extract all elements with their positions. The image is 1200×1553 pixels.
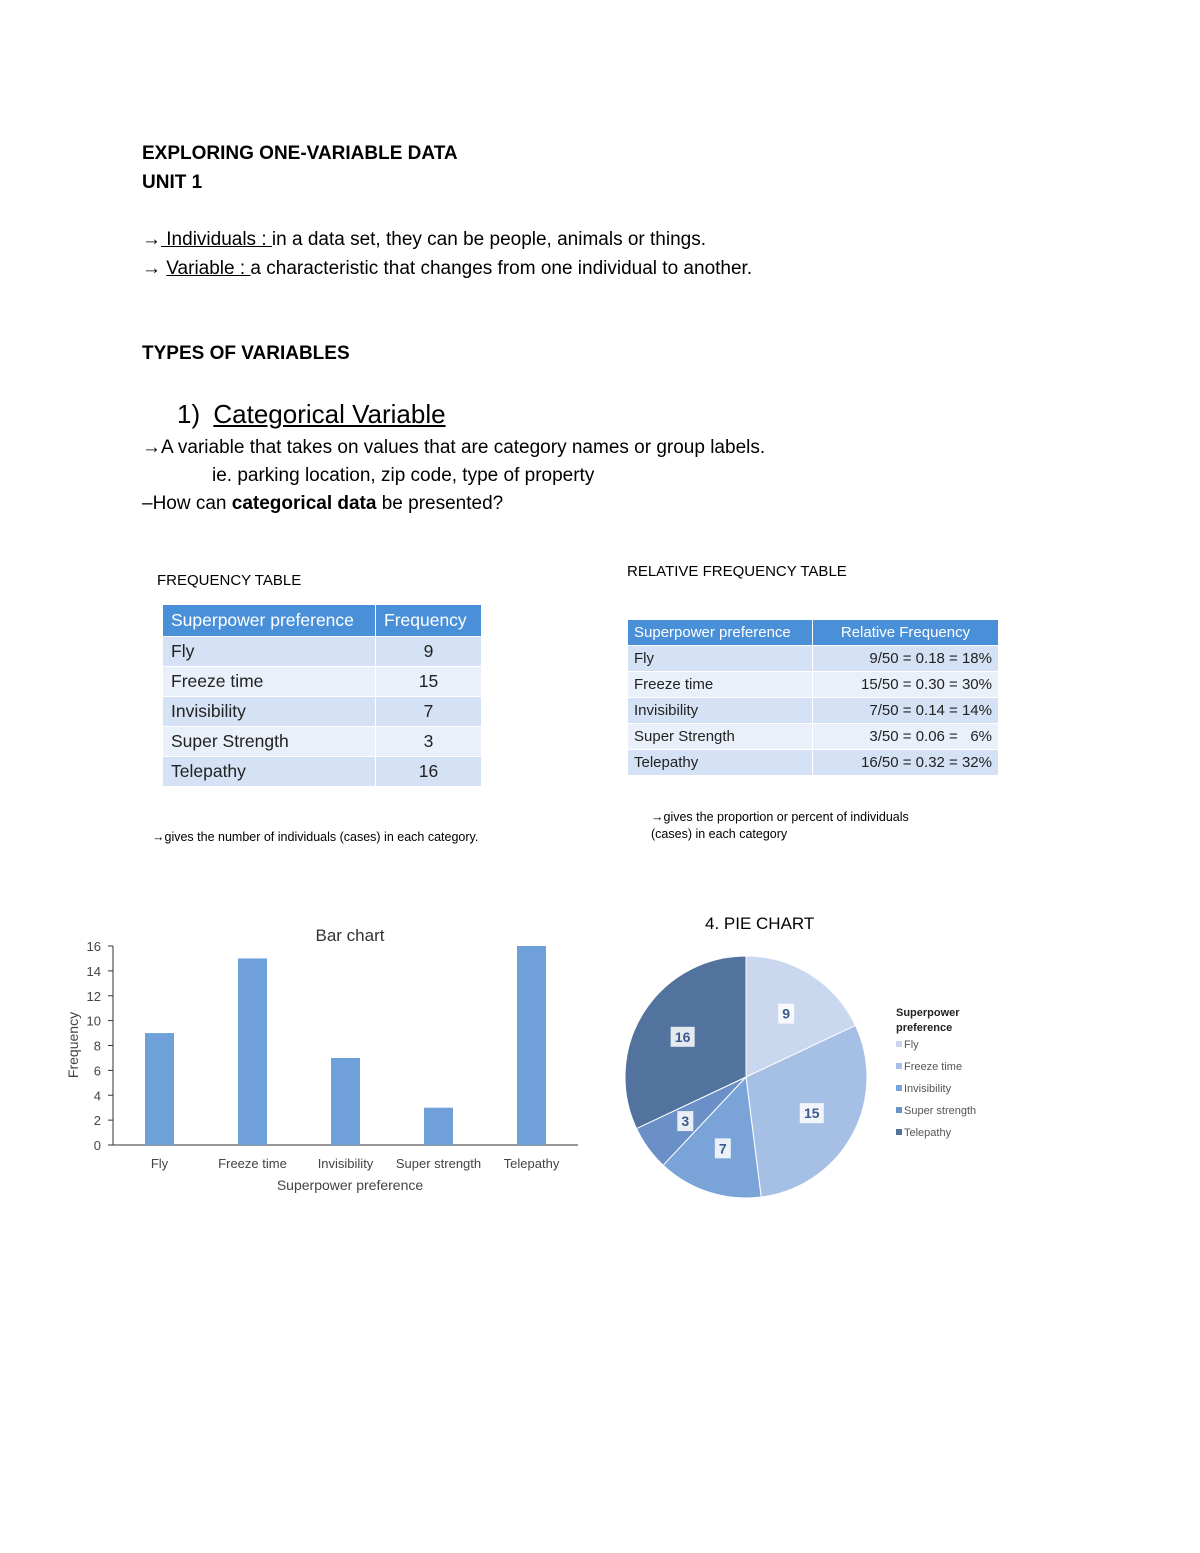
table-row — [163, 667, 482, 697]
x-axis-label: Superpower preference — [276, 1177, 424, 1193]
legend-entry: Invisibility — [904, 1083, 952, 1095]
bar-chart-title: Bar chart — [315, 926, 385, 945]
table-cell: 16 — [376, 757, 482, 787]
table-cell: Telepathy — [628, 750, 813, 776]
table-cell: Invisibility — [163, 697, 376, 727]
legend-swatch — [896, 1129, 902, 1135]
definition-text: in a data set, they can be people, animals or things. — [271, 229, 707, 250]
table-row — [163, 637, 482, 667]
categorical-heading — [177, 399, 446, 430]
legend-swatch — [896, 1085, 902, 1091]
table-row — [163, 727, 482, 757]
frequency-table-note: →gives the number of individuals (cases) in each category. — [152, 830, 479, 844]
document-title: EXPLORING ONE-VARIABLE DATA — [142, 143, 458, 164]
y-tick-label: 8 — [93, 1038, 101, 1054]
legend-title: Superpower — [896, 1007, 960, 1019]
question-prefix: –How can — [142, 493, 232, 514]
types-heading: TYPES OF VARIABLES — [142, 343, 350, 364]
column-header: Superpower preference — [163, 605, 376, 637]
y-tick-label: 16 — [86, 939, 101, 954]
relative-table-note-2: (cases) in each category — [651, 827, 788, 841]
table-cell: 9 — [376, 637, 482, 667]
bar-chart-bars — [145, 946, 546, 1145]
pie-value-label: 16 — [674, 1028, 691, 1045]
categorical-definition: →A variable that takes on values that are category names or group labels. — [142, 437, 766, 458]
table-row — [628, 724, 999, 750]
bar-chart — [55, 915, 590, 1200]
frequency-table-caption: FREQUENCY TABLE — [157, 572, 302, 589]
relative-table-caption: RELATIVE FREQUENCY TABLE — [627, 563, 847, 580]
legend-entry: Fly — [904, 1039, 919, 1051]
legend-swatch — [896, 1107, 902, 1113]
arrow: → — [142, 258, 167, 279]
column-header: Relative Frequency — [813, 620, 999, 646]
definition-variable — [142, 258, 752, 280]
y-tick-label: 0 — [93, 1138, 101, 1153]
relative-frequency-table — [627, 619, 999, 776]
table-cell: 15 — [376, 667, 482, 697]
y-tick-label: 12 — [86, 988, 101, 1004]
bar — [238, 958, 267, 1145]
y-tick-label: 14 — [86, 963, 101, 979]
pie-chart-legend — [896, 1007, 976, 1139]
table-cell: 7/50 = 0.14 = 14% — [813, 698, 999, 724]
term-individuals: Individuals : — [161, 229, 272, 250]
list-number: 1) — [177, 399, 201, 429]
categorical-question — [142, 493, 503, 515]
table-cell: Invisibility — [628, 698, 813, 724]
table-header-row — [628, 620, 999, 646]
definition-individuals — [142, 229, 706, 251]
table-cell: Super Strength — [163, 727, 376, 757]
column-header: Superpower preference — [628, 620, 813, 646]
table-cell: 3/50 = 0.06 = 6% — [813, 724, 999, 750]
table-row — [628, 646, 999, 672]
pie-chart-slices — [625, 956, 867, 1198]
column-header: Frequency — [376, 605, 482, 637]
pie-value-label: 3 — [681, 1113, 690, 1130]
frequency-table — [162, 604, 482, 787]
x-tick-label: Super strength — [395, 1156, 482, 1171]
table-cell: Fly — [628, 646, 813, 672]
table-cell: 3 — [376, 727, 482, 757]
bar — [145, 1033, 174, 1145]
y-axis-label: Frequency — [65, 1011, 81, 1079]
table-cell: Fly — [163, 637, 376, 667]
table-cell: 16/50 = 0.32 = 32% — [813, 750, 999, 776]
y-tick-label: 6 — [93, 1063, 101, 1079]
x-tick-label: Fly — [150, 1156, 169, 1171]
legend-title: preference — [896, 1022, 953, 1034]
bar — [424, 1108, 453, 1145]
pie-chart-heading: 4. PIE CHART — [705, 914, 815, 933]
table-row — [628, 750, 999, 776]
table-cell: Telepathy — [163, 757, 376, 787]
legend-entry: Telepathy — [904, 1127, 952, 1139]
pie-chart — [610, 945, 1010, 1210]
table-row — [628, 672, 999, 698]
x-tick-label: Telepathy — [503, 1156, 560, 1171]
legend-entry: Freeze time — [904, 1061, 963, 1073]
y-tick-label: 4 — [93, 1088, 101, 1104]
relative-table-note-1: →gives the proportion or percent of individuals — [651, 810, 909, 824]
pie-value-label: 15 — [803, 1105, 820, 1122]
arrow: → — [142, 229, 161, 250]
table-cell: Freeze time — [163, 667, 376, 697]
table-cell: Super Strength — [628, 724, 813, 750]
legend-swatch — [896, 1063, 902, 1069]
x-tick-label: Invisibility — [317, 1156, 374, 1171]
pie-value-label: 9 — [782, 1005, 791, 1022]
table-cell: 7 — [376, 697, 482, 727]
table-row — [628, 698, 999, 724]
categorical-examples: ie. parking location, zip code, type of property — [212, 465, 595, 486]
table-cell: Freeze time — [628, 672, 813, 698]
categorical-title: Categorical Variable — [213, 399, 446, 429]
y-tick-label: 2 — [93, 1113, 101, 1129]
bar — [517, 946, 546, 1145]
table-row — [163, 697, 482, 727]
table-cell: 9/50 = 0.18 = 18% — [813, 646, 999, 672]
table-cell: 15/50 = 0.30 = 30% — [813, 672, 999, 698]
table-header-row — [163, 605, 482, 637]
x-tick-label: Freeze time — [218, 1156, 287, 1171]
question-bold: categorical data — [231, 493, 377, 514]
table-row — [163, 757, 482, 787]
question-suffix: be presented? — [376, 493, 504, 514]
unit-label: UNIT 1 — [142, 172, 203, 193]
legend-entry: Super strength — [904, 1105, 977, 1117]
pie-value-label: 7 — [718, 1140, 727, 1157]
legend-swatch — [896, 1041, 902, 1047]
bar — [331, 1058, 360, 1145]
term-variable: Variable : — [166, 258, 251, 279]
y-tick-label: 10 — [86, 1013, 101, 1029]
definition-text: a characteristic that changes from one individual to another. — [250, 258, 753, 279]
